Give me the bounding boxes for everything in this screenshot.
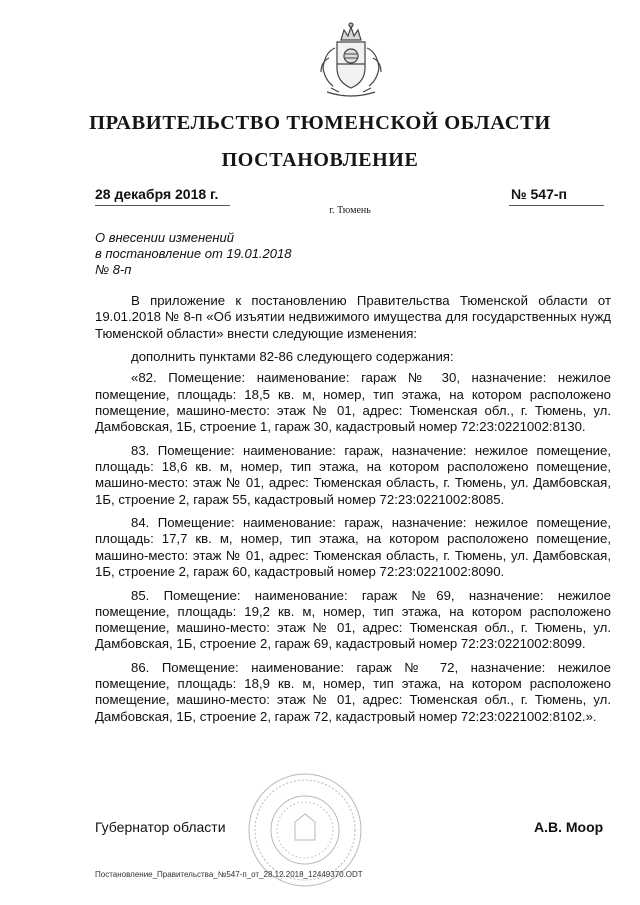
amendment-lead-paragraph: дополнить пунктами 82-86 следующего содержания: (131, 349, 454, 365)
document-date: 28 декабря 2018 г. (95, 186, 219, 202)
document-number: № 547-п (511, 186, 567, 202)
item-84-paragraph: 84. Помещение: наименование: гараж, назначение: нежилое помещение, площадь: 17,7 кв. м, номер, тип этажа, на котором расположено помещение, машино-место: этаж № 01, адрес: Тюменская область, г. Тюмень, ул. Дамбовская, 1Б, строение 2, гараж 60, кадастровый номер 72:23:0221002:8090. (95, 515, 611, 580)
government-title: ПРАВИТЕЛЬСТВО ТЮМЕНСКОЙ ОБЛАСТИ (89, 112, 551, 134)
item-82-paragraph: «82. Помещение: наименование: гараж № 30, назначение: нежилое помещение, площадь: 18,5 кв. м, номер, тип этажа, на котором расположено помещение, машино-место: этаж № 01, адрес: Тюменская обл., г. Тюмень, ул. Дамбовская, 1Б, строение 1, гараж 30, кадастровый номер 72:23:0221002:8130. (95, 370, 611, 435)
city-label: г. Тюмень (329, 205, 371, 216)
subject-line: О внесении изменений (95, 230, 234, 245)
item-86-paragraph: 86. Помещение: наименование: гараж № 72, назначение: нежилое помещение, площадь: 18,9 кв. м, номер, тип этажа, на котором расположено помещение, машино-место: этаж № 01, адрес: Тюменская обл., г. Тюмень, ул. Дамбовская, 1Б, строение 2, гараж 72, кадастровый номер 72:23:0221002:8102.». (95, 659, 611, 724)
document-body (95, 293, 611, 732)
coat-of-arms-icon (309, 18, 393, 102)
subject-line: в постановление от 19.01.2018 (95, 246, 292, 261)
signer-name: А.В. Моор (534, 819, 604, 835)
subject-line: № 8-п (95, 262, 132, 277)
signer-title: Губернатор области (95, 819, 226, 835)
document-type-title: ПОСТАНОВЛЕНИЕ (221, 149, 419, 171)
document-subject (95, 230, 291, 278)
footer-filename: Постановление_Правительства_№547-п_от_28.12.2018_12449370.ODT (95, 870, 363, 879)
item-85-paragraph: 85. Помещение: наименование: гараж №69, назначение: нежилое помещение, площадь: 19,2 кв. м, номер, тип этажа, на котором расположено помещение, машино-место: этаж № 01, адрес: Тюменская обл., г. Тюмень, ул. Дамбовская, 1Б, строение 2, гараж 69, кадастровый номер 72:23:0221002:8099. (95, 587, 611, 652)
item-83-paragraph: 83. Помещение: наименование: гараж, назначение: нежилое помещение, площадь: 18,6 кв. м, номер, тип этажа, на котором расположено помещение, машино-место: этаж № 01, адрес: Тюменская область, г. Тюмень, ул. Дамбовская, 1Б, строение 2, гараж 55, кадастровый номер 72:23:0221002:8085. (95, 442, 611, 507)
intro-paragraph: В приложение к постановлению Правительства Тюменской области от 19.01.2018 № 8-п «Об изъятии недвижимого имущества для государственных нужд Тюменской области» внести следующие изменения: (95, 293, 611, 341)
